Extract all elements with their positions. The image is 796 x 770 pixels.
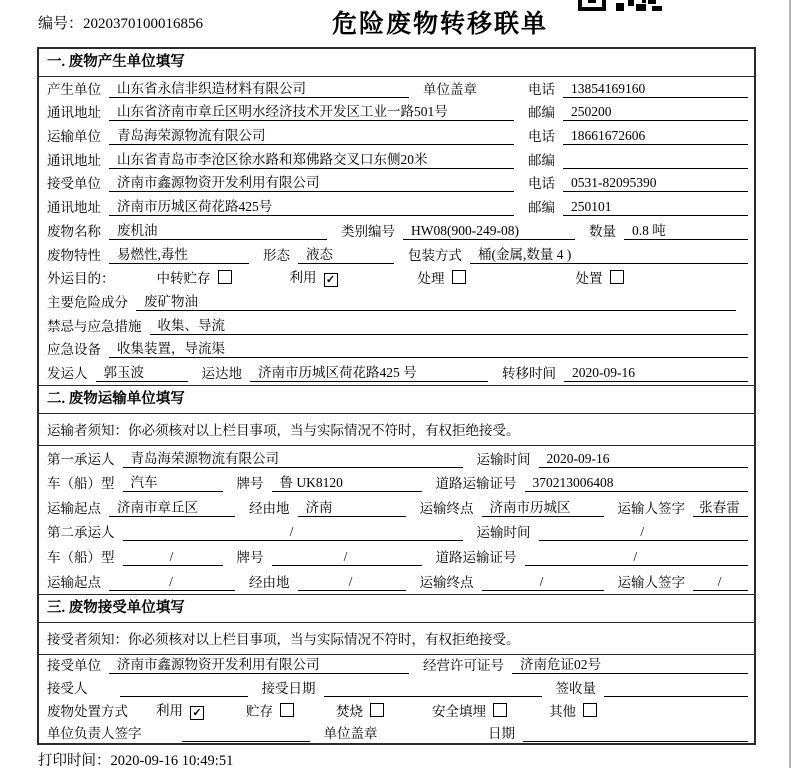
hazard-row bbox=[39, 290, 754, 314]
print-time-label: 打印时间： bbox=[38, 753, 111, 769]
road-permit-value: 370213006408 bbox=[525, 475, 749, 492]
transporter-row bbox=[39, 124, 754, 148]
sign-qty-label: 签收量 bbox=[555, 680, 596, 696]
acceptor-value bbox=[120, 696, 248, 697]
producer-value: 山东省永信非织造材料有限公司 bbox=[109, 77, 409, 98]
waste-name-row bbox=[39, 219, 754, 243]
waste-name-label: 废物名称 bbox=[47, 223, 101, 239]
carrier-sign-2-value: / bbox=[693, 574, 748, 591]
producer-zip-value: 250200 bbox=[563, 104, 748, 121]
producer-address-value: 山东省济南市章丘区明水经济技术开发区工业一路501号 bbox=[109, 100, 514, 121]
origin-label: 运输起点 bbox=[47, 500, 101, 516]
vehicle-type-label: 车（船）型 bbox=[47, 549, 115, 565]
producer-phone-value: 13854169160 bbox=[563, 81, 748, 98]
print-time-line bbox=[38, 749, 233, 770]
receiver-address-label: 通讯地址 bbox=[47, 200, 101, 216]
packing-value: 桶(金属,数量 4 ) bbox=[470, 243, 748, 264]
date-label: 日期 bbox=[488, 726, 515, 742]
unit-seal-label: 单位盖章 bbox=[423, 81, 477, 97]
section-receiver bbox=[39, 594, 754, 746]
destination-value: 济南市历城区荷花路425 号 bbox=[250, 361, 488, 382]
waste-trait-row bbox=[39, 243, 754, 267]
emergency-equipment-label: 应急设备 bbox=[47, 342, 101, 358]
quantity-value: 0.8 吨 bbox=[624, 219, 748, 240]
transporter-zip-label: 邮编 bbox=[528, 152, 555, 168]
terminus-label: 运输终点 bbox=[419, 500, 474, 516]
purpose-option-utilize bbox=[290, 266, 338, 287]
transporter-phone-label: 电话 bbox=[528, 129, 555, 145]
via-value: 济南 bbox=[298, 496, 406, 517]
terminus-label: 运输终点 bbox=[419, 574, 474, 590]
via-2-value: / bbox=[298, 574, 406, 591]
purpose-option-label: 中转贮存 bbox=[156, 271, 211, 287]
terminus-value: 济南市历城区 bbox=[482, 496, 604, 517]
disposal-option-other bbox=[549, 700, 597, 720]
vehicle-type-label: 车（船）型 bbox=[47, 476, 115, 492]
producer-row bbox=[39, 77, 754, 101]
purpose-option-label: 处理 bbox=[417, 271, 445, 287]
disposal-option-label: 贮存 bbox=[246, 703, 273, 719]
vehicle-row-1 bbox=[39, 471, 754, 496]
receiver-value: 济南市鑫源物资开发利用有限公司 bbox=[109, 171, 514, 192]
hazard-value: 废矿物油 bbox=[136, 290, 736, 311]
second-carrier-row bbox=[39, 520, 754, 545]
receiver-phone-label: 电话 bbox=[528, 176, 555, 192]
category-code-label: 类别编号 bbox=[341, 223, 395, 239]
receiver-phone-value: 0531-82095390 bbox=[563, 175, 748, 192]
unit-seal-label: 单位盖章 bbox=[323, 726, 378, 742]
destination-label: 运达地 bbox=[201, 365, 242, 381]
transporter-phone-value: 18661672606 bbox=[563, 128, 748, 145]
acceptor-label: 接受人 bbox=[47, 680, 88, 696]
first-carrier-label: 第一承运人 bbox=[47, 451, 115, 467]
leader-sign-row bbox=[39, 723, 754, 745]
second-carrier-label: 第二承运人 bbox=[47, 525, 115, 541]
license-value: 济南危证02号 bbox=[512, 653, 748, 674]
receiver-address-value: 济南市历城区荷花路425号 bbox=[109, 195, 514, 216]
transporter-value: 青岛海荣源物流有限公司 bbox=[109, 124, 514, 145]
section-transporter bbox=[39, 385, 754, 594]
serial-value: 2020370100016856 bbox=[83, 16, 204, 32]
transfer-time-label: 转移时间 bbox=[502, 365, 556, 381]
license-label: 经营许可证号 bbox=[423, 658, 504, 674]
checkbox-icon bbox=[610, 270, 624, 284]
section-producer bbox=[39, 49, 754, 385]
purpose-option-dispose bbox=[576, 267, 624, 287]
disposal-option-utilize bbox=[156, 699, 204, 720]
disposal-option-incinerate bbox=[336, 700, 384, 720]
checkbox-icon bbox=[583, 703, 597, 717]
checkbox-icon bbox=[218, 270, 232, 284]
terminus-2-value: / bbox=[482, 574, 604, 591]
checkbox-icon bbox=[452, 270, 466, 284]
receiver-notice: 接受者须知：你必须核对以上栏目事项，当与实际情况不符时，有权拒绝接受。 bbox=[39, 623, 754, 655]
disposal-option-label: 焚烧 bbox=[336, 703, 363, 719]
emergency-equipment-row bbox=[39, 338, 754, 362]
carrier-sign-label: 运输人签字 bbox=[617, 500, 685, 516]
accept-unit-label: 接受单位 bbox=[47, 658, 101, 674]
print-time-value: 2020-09-16 10:49:51 bbox=[110, 753, 234, 769]
waste-name-value: 废机油 bbox=[109, 219, 327, 240]
shipper-label: 发运人 bbox=[47, 365, 88, 381]
transporter-address-value: 山东省青岛市李沧区徐水路和郑佛路交叉口东侧20米 bbox=[109, 148, 514, 169]
leader-sign-value bbox=[182, 741, 310, 742]
transporter-address-label: 通讯地址 bbox=[47, 152, 101, 168]
date-value bbox=[523, 741, 748, 742]
second-carrier-value: / bbox=[123, 524, 463, 541]
origin-label: 运输起点 bbox=[47, 574, 101, 590]
category-code-value: HW08(900-249-08) bbox=[403, 223, 575, 240]
disposal-option-label: 利用 bbox=[156, 702, 183, 718]
disposal-option-landfill bbox=[432, 700, 507, 720]
transfer-time-value: 2020-09-16 bbox=[564, 365, 748, 382]
quantity-label: 数量 bbox=[589, 223, 616, 239]
transporter-label: 运输单位 bbox=[47, 129, 101, 145]
producer-address-label: 通讯地址 bbox=[47, 105, 101, 121]
transporter-notice: 运输者须知：你必须核对以上栏目事项，当与实际情况不符时，有权拒绝接受。 bbox=[39, 414, 754, 446]
route-row-2 bbox=[39, 569, 754, 594]
origin-value: 济南市章丘区 bbox=[109, 496, 235, 517]
section-producer-header: 一. 废物产生单位填写 bbox=[39, 49, 754, 77]
route-row-1 bbox=[39, 495, 754, 520]
checkbox-checked-icon: ✓ bbox=[324, 273, 338, 287]
state-label: 形态 bbox=[263, 247, 290, 263]
purpose-option-transfer-storage bbox=[157, 267, 232, 287]
plate-2-value: / bbox=[272, 549, 422, 566]
plate-label: 牌号 bbox=[236, 476, 264, 492]
carrier-sign-label: 运输人签字 bbox=[617, 574, 685, 590]
receiver-label: 接受单位 bbox=[47, 176, 101, 192]
taboo-row bbox=[39, 314, 754, 338]
road-permit-2-value: / bbox=[525, 549, 749, 566]
receiver-zip-label: 邮编 bbox=[528, 200, 555, 216]
acceptor-row bbox=[39, 677, 754, 700]
shipper-row bbox=[39, 361, 754, 385]
disposal-option-label: 其他 bbox=[549, 703, 576, 719]
transport-time-label: 运输时间 bbox=[476, 451, 531, 467]
producer-label: 产生单位 bbox=[47, 81, 101, 97]
taboo-label: 禁忌与应急措施 bbox=[47, 318, 142, 334]
serial-label: 编号： bbox=[38, 16, 84, 32]
vehicle-type-2-value: / bbox=[123, 549, 223, 566]
leader-sign-label: 单位负责人签字 bbox=[47, 726, 142, 742]
manifest-form bbox=[37, 47, 756, 745]
accept-unit-value: 济南市鑫源物资开发利用有限公司 bbox=[109, 653, 409, 674]
disposal-row bbox=[39, 700, 754, 723]
road-permit-label: 道路运输证号 bbox=[435, 476, 517, 492]
checkbox-icon bbox=[370, 703, 384, 717]
shipper-value: 郭玉波 bbox=[96, 361, 188, 382]
page-title: 危险废物转移联单 bbox=[331, 11, 548, 38]
hazard-label: 主要危险成分 bbox=[47, 294, 128, 310]
accept-date-value bbox=[324, 696, 542, 697]
via-label: 经由地 bbox=[249, 574, 290, 590]
qr-code-icon bbox=[578, 0, 662, 11]
checkbox-icon bbox=[280, 703, 294, 717]
state-value: 液态 bbox=[298, 243, 394, 264]
producer-zip-label: 邮编 bbox=[528, 105, 555, 121]
vehicle-row-2 bbox=[39, 544, 754, 569]
receiver-address-row bbox=[39, 195, 754, 219]
receiver-row bbox=[39, 172, 754, 196]
section-transporter-header: 二. 废物运输单位填写 bbox=[39, 386, 754, 414]
road-permit-label: 道路运输证号 bbox=[435, 549, 517, 565]
taboo-value: 收集、导流 bbox=[150, 314, 749, 335]
disposal-label: 废物处置方式 bbox=[47, 703, 128, 719]
first-carrier-value: 青岛海荣源物流有限公司 bbox=[123, 447, 463, 468]
page-edge-divider bbox=[789, 0, 791, 768]
emergency-equipment-value: 收集装置，导流渠 bbox=[109, 337, 748, 358]
carrier-sign-value: 张春雷 bbox=[693, 496, 748, 517]
transport-time-2-value: / bbox=[539, 524, 749, 541]
packing-label: 包装方式 bbox=[408, 247, 462, 263]
purpose-option-label: 利用 bbox=[289, 270, 317, 286]
checkbox-icon bbox=[493, 703, 507, 717]
first-carrier-row bbox=[39, 446, 754, 471]
accept-date-label: 接受日期 bbox=[261, 680, 316, 696]
plate-value: 鲁 UK8120 bbox=[272, 471, 422, 492]
transporter-address-row bbox=[39, 148, 754, 172]
purpose-row bbox=[39, 267, 754, 291]
producer-address-row bbox=[39, 101, 754, 125]
waste-trait-label: 废物特性 bbox=[47, 247, 101, 263]
via-label: 经由地 bbox=[249, 500, 290, 516]
purpose-label: 外运目的： bbox=[47, 271, 115, 287]
transport-time-label: 运输时间 bbox=[476, 525, 531, 541]
transport-time-value: 2020-09-16 bbox=[539, 451, 749, 468]
producer-phone-label: 电话 bbox=[528, 81, 555, 97]
purpose-option-treat bbox=[418, 267, 466, 287]
disposal-option-label: 安全填埋 bbox=[432, 703, 486, 719]
section-receiver-header: 三. 废物接受单位填写 bbox=[39, 595, 754, 623]
disposal-option-store bbox=[246, 700, 294, 720]
origin-2-value: / bbox=[109, 574, 235, 591]
checkbox-checked-icon: ✓ bbox=[190, 706, 204, 720]
vehicle-type-value: 汽车 bbox=[123, 471, 223, 492]
plate-label: 牌号 bbox=[236, 549, 264, 565]
accept-unit-row bbox=[39, 655, 754, 678]
waste-trait-value: 易燃性,毒性 bbox=[109, 243, 249, 264]
transporter-zip-value bbox=[563, 168, 748, 169]
purpose-option-label: 处置 bbox=[575, 271, 603, 287]
receiver-zip-value: 250101 bbox=[563, 199, 748, 216]
sign-qty-value bbox=[604, 696, 748, 697]
